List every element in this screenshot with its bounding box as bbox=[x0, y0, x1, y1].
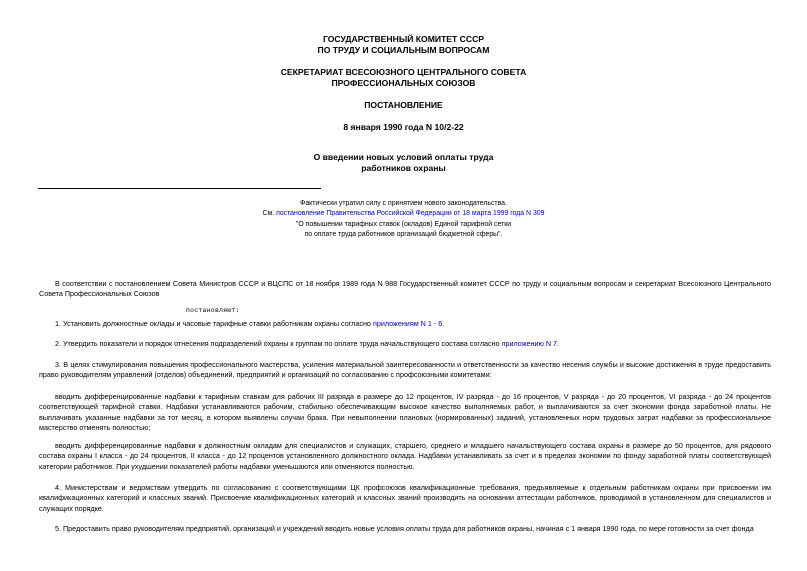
appendices-1-6-link[interactable]: приложениям N 1 - 6 bbox=[372, 319, 443, 328]
resolves-heading: постановляют: bbox=[186, 307, 240, 314]
authority-1-line-2: ПО ТРУДУ И СОЦИАЛЬНЫМ ВОПРОСАМ bbox=[317, 45, 490, 55]
document-type: ПОСТАНОВЛЕНИЕ bbox=[364, 100, 443, 110]
authority-2-line-2: ПРОФЕССИОНАЛЬНЫХ СОЮЗОВ bbox=[331, 78, 476, 88]
clause-2-end: . bbox=[557, 339, 560, 348]
note-line-1: Фактически утратил силу с принятием нового законодательства. bbox=[300, 200, 507, 207]
clause-2 bbox=[39, 339, 771, 349]
preamble-paragraph: В соответствии с постановлением Совета Министров СССР и ВЦСПС от 18 ноября 1989 года N 988 Государственный комитет СССР по труду и социальным вопросам и секретариат Всесоюзного Центрального Совета Профессиональных Союзов bbox=[39, 279, 771, 299]
note-line-2 bbox=[0, 209, 807, 219]
clause-2-text: 2. Утвердить показатели и порядок отнесения подразделений охраны к группам по оплате труда начальствующего состава согласно bbox=[55, 339, 502, 348]
status-note bbox=[0, 199, 807, 240]
note-line-3: "О повышении тарифных ставок (окладов) Единой тарифной сетки bbox=[295, 220, 512, 228]
title-line-2: работников охраны bbox=[361, 163, 446, 173]
title-line-1: О введении новых условий оплаты труда bbox=[313, 152, 494, 162]
government-decree-link[interactable]: постановление Правительства Российской Федерации от 18 марта 1999 года N 309 bbox=[276, 210, 545, 218]
issuing-authority-1 bbox=[0, 34, 807, 56]
clause-3: 3. В целях стимулирования повышения профессионального мастерства, усиления материальной заинтересованности и ответственности за качество несения службы и высокие достижения в труде предоставить право руководителям управлений (отделов) объединений, предприятий и организаций по согласованию с профсоюзными комитетами: bbox=[39, 360, 771, 380]
clause-3-paragraph-b: вводить дифференцированные надбавки к должностным окладам для специалистов и служащих, старшего, среднего и младшего начальствующего состава охраны в размере до 50 процентов, для рядового состава охраны I класса - до 24 процентов, II класса - до 12 процентов установленного должностного оклада. Надбавки устанавливать за счет и в пределах экономии по фонду заработной платы соответствующей категории работников. При ухудшении показателей работы надбавки уменьшаются или отменяются полностью. bbox=[39, 441, 771, 471]
clause-5: 5. Предоставить право руководителям предприятий, организаций и учреждений вводить новые условия оплаты труда для работников охраны, начиная с 1 января 1990 года, по мере готовности за счет фонда bbox=[55, 524, 754, 533]
authority-1-line-1: ГОСУДАРСТВЕННЫЙ КОМИТЕТ СССР bbox=[322, 34, 485, 44]
separator-line bbox=[38, 188, 321, 189]
authority-2-line-1: СЕКРЕТАРИАТ ВСЕСОЮЗНОГО ЦЕНТРАЛЬНОГО СОВЕТА bbox=[280, 67, 527, 77]
clause-3-paragraph-a: вводить дифференцированные надбавки к тарифным ставкам для рабочих III разряда в размере до 12 процентов, IV разряда - до 16 процентов, V разряда - до 20 процентов, VI разряда - до 24 процентов соответствующей тарифной ставки. Надбавки устанавливаются рабочим, стабильно обеспечивающим высокое качество выполняемых работ, и выплачиваются за счет экономии фонда заработной платы. Не выплачивать указанные надбавки за тот месяц, в котором выявлены случаи брака. При невыполнении плановых (нормированных) заданий, установленных норм трудовых затрат надбавки за профессиональное мастерство отменять полностью; bbox=[39, 392, 771, 433]
note-line-4: по оплате труда работников организаций бюджетной сферы". bbox=[304, 230, 503, 238]
document-date-number: 8 января 1990 года N 10/2-22 bbox=[343, 122, 464, 132]
clause-1-text: 1. Установить должностные оклады и часовые тарифные ставки работникам охраны согласно bbox=[55, 319, 373, 328]
clause-1-end: . bbox=[442, 319, 445, 328]
note-see-prefix: См. bbox=[262, 210, 277, 218]
document-title bbox=[0, 152, 807, 174]
clause-4: 4. Министерствам и ведомствам утвердить по согласованию с соответствующими ЦК профсоюзов квалификационные требования, предъявляемые к отдельным работникам охраны при присвоении им квалификационных категорий и классных званий. Присвоение квалификационных категорий и классных званий производить на основании аттестации работников, проводимой в установленном для специалистов и служащих порядке. bbox=[39, 483, 771, 513]
appendix-7-link[interactable]: приложению N 7 bbox=[501, 339, 558, 348]
issuing-authority-2 bbox=[0, 67, 807, 89]
clause-1 bbox=[39, 319, 771, 329]
